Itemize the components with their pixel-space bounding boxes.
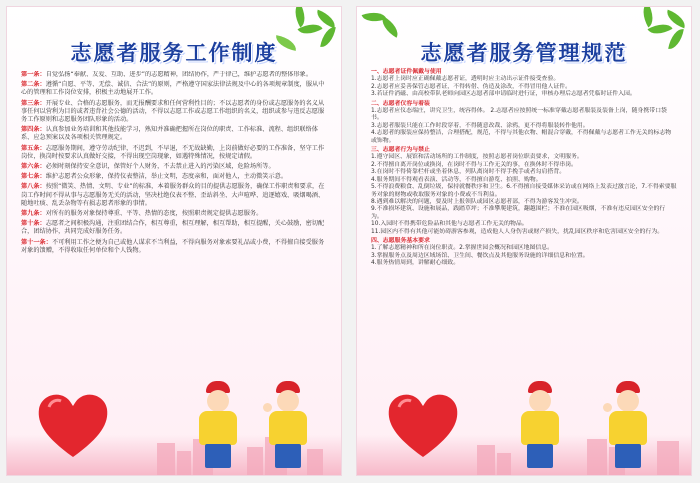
article-label: 第五条： — [21, 144, 46, 152]
article-item — [21, 126, 327, 142]
article-item — [21, 239, 327, 255]
rule-item: 1.了解志愿精神和所在岗位职责。2.掌握世园会概况和园区地图信息。 — [371, 245, 554, 252]
rule-item: 1.志愿者上岗时应正确佩戴志愿者证，透明时应主动出示证件接受查验。 — [371, 76, 560, 83]
article-label: 第四条： — [21, 126, 46, 134]
volunteer-boy-figure — [517, 381, 563, 473]
article-text: 自觉弘扬“奉献、友爱、互助、进步”的志愿精神，团结协作，严于律己，维护志愿者的整体形象。 — [45, 71, 313, 78]
article-item — [21, 210, 327, 218]
rule-item: 4.志愿者的服装应保持整洁，合理搭配，规范，不得与其他衣物、帽混合穿戴，不得佩戴与志愿者工作无关的标志物或饰物。 — [371, 130, 672, 144]
article-item — [21, 145, 327, 161]
article-text: 遵循“自愿、平等、无偿、诚信、合法”的原则，严格遵守国家法律法规及中心的各项规章制度，服从中心的管理和工作岗位安排，积极主动地展开工作。 — [21, 81, 325, 97]
section-heading: 三、志愿者行为与禁止 — [371, 147, 430, 154]
article-item — [21, 100, 327, 125]
article-label: 第十一条： — [21, 238, 52, 246]
volunteer-boy-figure — [195, 381, 241, 473]
rule-item: 1.遵守园区、展馆和活动场所的工作制度，按照志愿者岗位职责要求，文明服务。 — [371, 154, 583, 161]
article-text: 志愿者之间积极沟通，注重团结合作，相互尊重，相互理解，相互帮助，相互提醒，关心鼓励，密切配合，团结协作，共同完成好服务任务。 — [21, 220, 325, 236]
poster-work-system — [6, 6, 342, 476]
bottom-illustration — [7, 375, 341, 475]
article-text: 不可利用工作之便为自己或他人谋求不当利益，不得向服务对象索要礼品或小费，不得擅自接受服务对象的馈赠，不得收取任何单位和个人钱物。 — [21, 238, 325, 254]
article-label: 第三条： — [21, 99, 46, 107]
section-heading: 四、志愿服务基本要求 — [371, 237, 430, 244]
article-item — [21, 71, 327, 79]
poster-management-norms — [356, 6, 692, 476]
section-heading: 一、志愿者证件佩戴与使用 — [371, 69, 442, 75]
article-text: 开展专业、合格的志愿服务，而无报酬要求和任何营利性目的；不以志愿者的身份或志愿服务的名义从事任何以营利为目的或者违背社会公德的活动，不得以志愿工作或志愿工作组织的名义，组织或参与违反志愿服务工作原则和志愿服务团队形象的活动。 — [21, 99, 325, 124]
article-label: 第十条： — [21, 220, 46, 228]
heart-icon — [35, 391, 111, 461]
rule-item: 5.不得浪费粮食、乱倒垃圾，保持就餐秩序和卫生。6.不得擅自接受媒体采访或在网络上发表过激言论，7.不得索要服务对象的财物或收取服务对象的小费或不当利益。 — [371, 184, 677, 198]
article-text: 志愿服务期间，遵守劳动纪律，不迟到，不早退，不无故缺勤，上岗前做好必要的工作准备，坚守工作岗位，换岗时按要求认真做好交接，不得出现空岗现象，如遇特殊情况，按规定请假。 — [21, 144, 325, 160]
rule-item: 8.遇到难以解决的问题，要及时上报领队或园区志愿者部，不得为游客发生冲突。 — [371, 198, 583, 205]
rule-item: 11.园区内不得有其他可能妨碍游客参观，造成他人人身伤害或财产损失，扰乱园区秩序和危害园区安全的行为。 — [371, 228, 664, 235]
article-label: 第七条： — [21, 173, 46, 181]
rule-item: 3.掌握服务点及周边区域场馆、卫生间、餐饮点及其他服务设施的详细信息和位置。 — [371, 252, 589, 259]
section-heading: 二、志愿者仪容与着装 — [371, 100, 430, 107]
rule-item: 2.不得擅自离开岗位或换岗，在岗时不得与工作无关的事，在换休时不得串岗。 — [371, 161, 577, 168]
bottom-illustration — [357, 375, 691, 475]
article-text: 认真参加业务培训和其他技能学习，熟知并准确把握所在岗位的职责、工作标准、流程、组织联络体系、应急预案以及各项相关管理规定。 — [21, 126, 318, 142]
rule-item: 4.服务期间不得观看表演、活动等，不得擅自游览、拍照、购物。 — [371, 176, 542, 183]
sections-list — [371, 67, 677, 385]
article-text: 维护志愿者公众形象，保持仪表整洁，举止文明，态度亲和，面对他人，主动微笑示意。 — [45, 173, 288, 181]
article-item — [21, 81, 327, 97]
rule-item: 3.若证件消磁、由高校带队老师向园区志愿者部申请临时进行证，审核办理后志愿者凭临时证件入园。 — [371, 91, 636, 98]
article-label: 第二条： — [21, 81, 46, 89]
article-label: 第九条： — [21, 210, 46, 218]
article-item — [21, 183, 327, 208]
article-label: 第一条： — [21, 71, 46, 78]
article-text: 必须时刻保持安全意识，保管好个人财务，不去禁止进入的污染区域，危险场所等。 — [45, 163, 275, 171]
heart-icon — [385, 391, 461, 461]
rule-item: 10.入园时不得携带危险品和其他与志愿者工作无关的物品。 — [371, 221, 528, 228]
poster-title: 志愿者服务工作制度 — [70, 41, 278, 65]
poster-title: 志愿者服务管理规范 — [420, 41, 628, 65]
rule-item: 3.志愿者服装只能在工作时段穿着，不得随意改裁、涂鸦，更不得将服装转作他用。 — [371, 122, 589, 129]
article-label: 第六条： — [21, 163, 46, 171]
article-label: 第八条： — [21, 183, 46, 191]
articles-list — [21, 71, 327, 379]
article-item — [21, 163, 327, 171]
article-text: 按照“微笑、热情、文明、专业”的标准，本着服务群众的目的提供志愿服务，确保工作职责和要求，在岗工作时间不得从事与志愿服务无关的活动，坚决杜绝仪表不整、歪站斜坐、大声喧哗、追逐嬉戏、吸烟喝酒、随地吐痰、乱丢杂物等有损志愿者形象的事情。 — [21, 183, 325, 207]
article-text: 对所有的服务对象保持尊重、平等、热情的态度，按照职责规定提供志愿服务。 — [45, 210, 263, 218]
article-item — [21, 173, 327, 181]
volunteer-girl-figure — [605, 381, 651, 473]
rule-item: 9.不准损坏建筑、设施和展品，践踏草坪；不准攀爬建筑，翻越围栏；不准在园区吸烟，不准有违反园区安全的行为。 — [371, 206, 666, 220]
article-item — [21, 220, 327, 236]
rule-item: 2.志愿者应妥善保管志愿者证，不得转借、伪造及涂改，不得冒用他人证件。 — [371, 83, 572, 90]
rule-item: 3.在岗时不得倚靠栏杆或坐着休息，列队离岗时不得手挽手或者勾肩搭背。 — [371, 169, 566, 176]
rule-item: 1.志愿者应仪态端庄，讲究卫生，统容得体。 2.志愿者应按照统一标准穿戴志愿者服装及装备上岗，随身携带口袋书。 — [371, 108, 667, 122]
rule-item: 4.服务热情周到，讲解耐心细致。 — [371, 260, 460, 267]
volunteer-girl-figure — [265, 381, 311, 473]
